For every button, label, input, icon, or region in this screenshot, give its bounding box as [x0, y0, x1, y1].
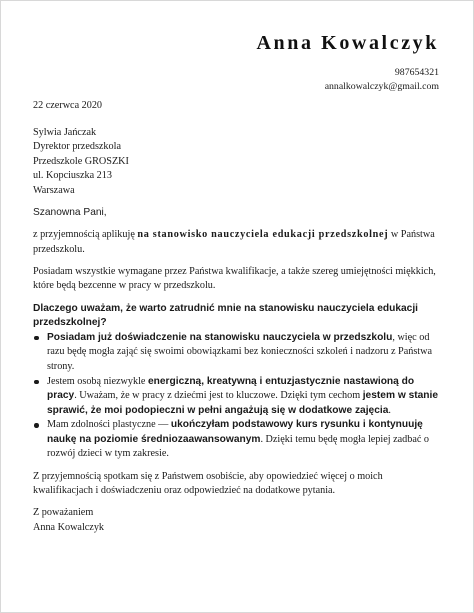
- phone-number: 987654321: [394, 67, 439, 78]
- intro-text-end: w Państwa przedszkolu.: [33, 229, 435, 255]
- sign-off: Z poważaniem: [33, 507, 94, 519]
- recipient-street: ul. Kopciuszka 213: [33, 170, 112, 182]
- bold-phrase: ukończyłam podstawowy kurs rysunku i kontynuuję naukę na poziomie średniozaawansowanym: [47, 419, 423, 445]
- bold-phrase: energiczną, kreatywną i entuzjastycznie nastawioną do pracy: [47, 375, 415, 402]
- intro-position: na stanowisko nauczyciela edukacji przedszkolnej: [137, 229, 389, 241]
- item-text: .: [388, 404, 391, 416]
- recipient-title: Dyrektor przedszkola: [33, 141, 121, 153]
- intro-text: z przyjemnością aplikuję: [33, 229, 138, 241]
- recipient-name: Sylwia Jańczak: [33, 126, 97, 138]
- list-item: [33, 375, 441, 419]
- item-text: Mam zdolności plastyczne —: [47, 419, 171, 431]
- recipient-block: [33, 126, 441, 199]
- closing-paragraph: Z przyjemnością spotkam się z Państwem osobiście, aby opowiedzieć więcej o moich kwalifikacjach i doświadczeniu oraz odpowiedzieć na dodatkowe pytania.: [33, 470, 383, 497]
- item-text: Jestem osobą niezwykle: [47, 375, 148, 387]
- email-address: annalkowalczyk@gmail.com: [324, 81, 439, 92]
- signature-name: Anna Kowalczyk: [33, 521, 105, 533]
- section-question: Dlaczego uważam, że warto zatrudnić mnie na stanowisku nauczyciela edukacji przedszkolnej?: [33, 302, 418, 329]
- bold-phrase: Posiadam już doświadczenie na stanowisku nauczyciela w przedszkolu: [47, 331, 393, 343]
- letter-date: 22 czerwca 2020: [33, 100, 103, 111]
- list-item: [33, 331, 441, 375]
- reasons-list: [33, 331, 441, 462]
- recipient-institution: Przedszkole GROSZKI: [33, 155, 129, 167]
- item-text: , więc od razu będę mogła zająć się swoimi obowiązkami bez konieczności szkoleń i nadzoru z Państwa strony.: [47, 331, 433, 372]
- contact-block: [325, 66, 439, 94]
- salutation: Szanowna Pani,: [33, 207, 107, 219]
- qualifications-paragraph: Posiadam wszystkie wymagane przez Państwa kwalifikacje, a także szereg umiejętności miękkich, które będą bezcenne w pracy w przedszkolu.: [33, 265, 436, 292]
- author-name: Anna Kowalczyk: [256, 32, 439, 54]
- bold-phrase: jestem w stanie sprawić, że moi podopieczni w pełni angażują się w dodatkowe zajęcia: [47, 390, 439, 416]
- intro-paragraph: [33, 228, 441, 257]
- recipient-city: Warszawa: [33, 184, 75, 196]
- letter-body: [33, 99, 441, 535]
- item-text: . Uważam, że w pracy z dziećmi jest to kluczowe. Dzięki tym cechom: [74, 390, 363, 402]
- list-item: [33, 418, 441, 462]
- item-text: . Dzięki temu będę mogła lepiej zadbać o rozwój dzieci w tym zakresie.: [47, 433, 430, 460]
